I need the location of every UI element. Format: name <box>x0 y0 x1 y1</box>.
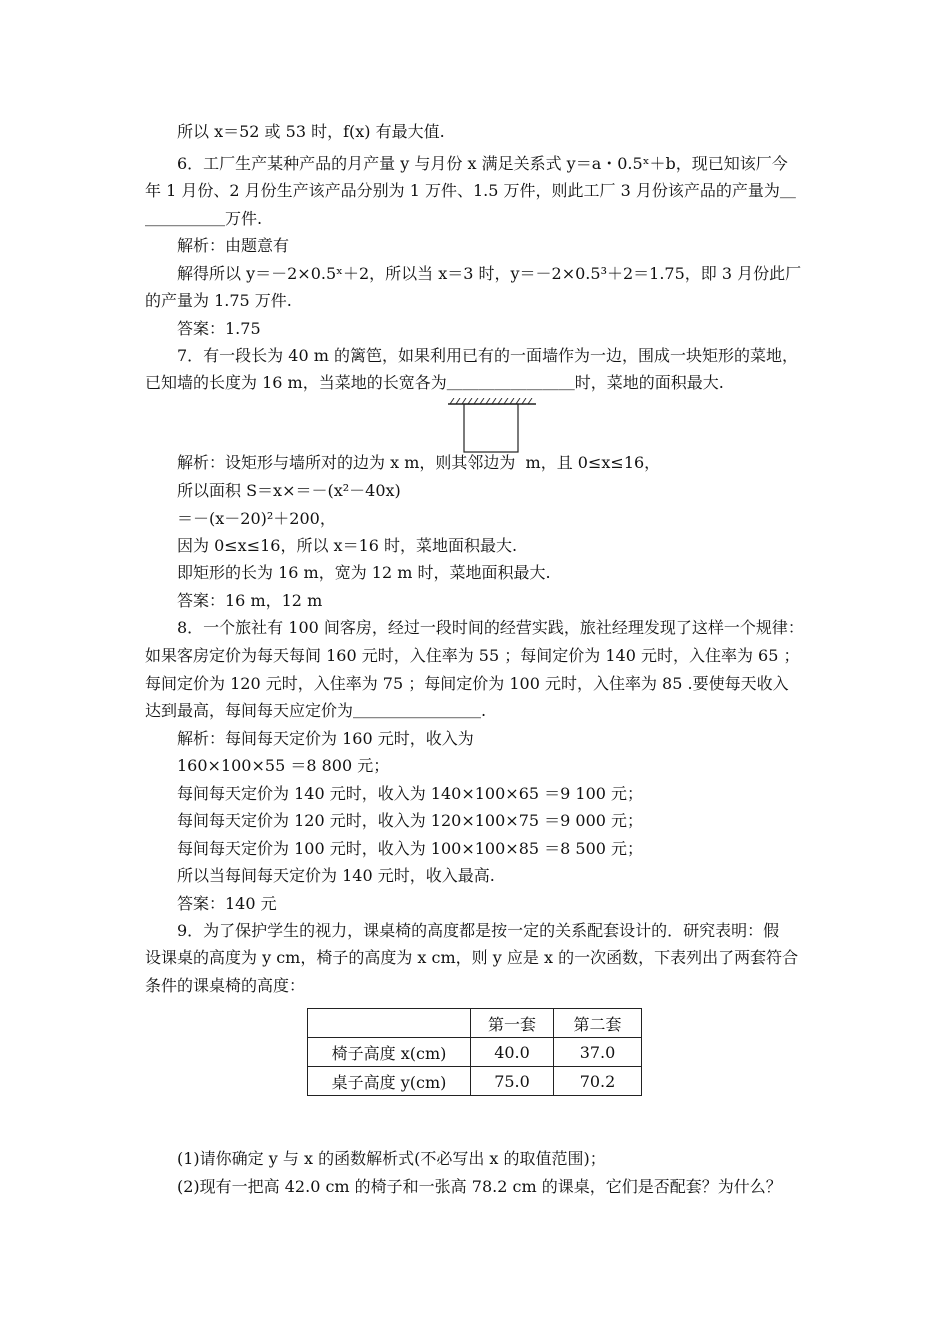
table-header-row <box>308 1009 642 1038</box>
text-line: 解得所以 y＝－2×0.5ˣ＋2，所以当 x＝3 时，y＝－2×0.5³＋2＝1.75，即 3 月份此厂 <box>177 264 802 283</box>
text-line: 如果客房定价为每天每间 160 元时，入住率为 55 ；每间定价为 140 元时，入住率为 65 ； <box>145 646 800 665</box>
text-line: 条件的课桌椅的高度： <box>145 976 306 995</box>
text-line: 7．有一段长为 40 m 的篱笆，如果利用已有的一面墙作为一边，围成一块矩形的菜地， <box>177 346 798 365</box>
table-cell: 37.0 <box>554 1038 642 1067</box>
answer-line: 答案：16 m，12 m <box>177 591 323 610</box>
table-header-cell: 第一套 <box>471 1009 554 1038</box>
height-table <box>307 1008 642 1096</box>
text-line: 每间每天定价为 100 元时，收入为 100×100×85 ＝8 500 元； <box>177 839 644 858</box>
question-line: (2)现有一把高 42.0 cm 的椅子和一张高 78.2 cm 的课桌，它们是否配套？为什么？ <box>177 1177 782 1196</box>
text-line: 所以 x＝52 或 53 时，f(x) 有最大值. <box>177 122 445 141</box>
text-line: 解析：由题意有 <box>177 236 290 255</box>
text-line: 因为 0≤x≤16，所以 x＝16 时，菜地面积最大. <box>177 536 518 555</box>
text-line: 已知墙的长度为 16 m，当菜地的长宽各为＿＿＿＿＿＿＿＿时，菜地的面积最大. <box>145 373 724 392</box>
text-line: 每间定价为 120 元时，入住率为 75 ；每间定价为 100 元时，入住率为 85 .要使每天收入 <box>145 674 789 693</box>
text-line: 设课桌的高度为 y cm，椅子的高度为 x cm，则 y 应是 x 的一次函数，下表列出了两套符合 <box>145 948 799 967</box>
text-line: 解析：设矩形与墙所对的边为 x m，则其邻边为 m，且 0≤x≤16， <box>177 453 661 472</box>
text-line: 解析：每间每天定价为 160 元时，收入为 <box>177 729 474 748</box>
answer-line: 答案：1.75 <box>177 319 261 338</box>
table-row <box>308 1067 642 1096</box>
text-line: 6．工厂生产某种产品的月产量 y 与月份 x 满足关系式 y＝a・0.5ˣ＋b，现已知该厂今 <box>177 154 788 173</box>
text-line: 达到最高，每间每天应定价为＿＿＿＿＿＿＿＿. <box>145 701 487 720</box>
text-line: ＿＿＿＿＿万件. <box>145 209 263 228</box>
table-cell: 椅子高度 x(cm) <box>308 1038 471 1067</box>
table-header-cell: 第二套 <box>554 1009 642 1038</box>
text-line: 160×100×55 ＝8 800 元； <box>177 756 390 775</box>
text-line: 所以面积 S＝x×＝－(x²－40x) <box>177 481 401 500</box>
text-line: 的产量为 1.75 万件. <box>145 291 292 310</box>
table-cell: 70.2 <box>554 1067 642 1096</box>
table-cell <box>308 1009 471 1038</box>
text-line: ＝－(x－20)²＋200， <box>177 509 336 528</box>
question-line: (1)请你确定 y 与 x 的函数解析式(不必写出 x 的取值范围)； <box>177 1149 606 1168</box>
text-line: 即矩形的长为 16 m，宽为 12 m 时，菜地面积最大. <box>177 563 551 582</box>
text-line: 每间每天定价为 120 元时，收入为 120×100×75 ＝9 000 元； <box>177 811 644 830</box>
table-cell: 桌子高度 y(cm) <box>308 1067 471 1096</box>
text-line: 年 1 月份、2 月份生产该产品分别为 1 万件、1.5 万件，则此工厂 3 月份该产品的产量为＿ <box>145 181 796 200</box>
table-row <box>308 1038 642 1067</box>
text-line: 8．一个旅社有 100 间客房，经过一段时间的经营实践，旅社经理发现了这样一个规律： <box>177 618 804 637</box>
table-cell: 75.0 <box>471 1067 554 1096</box>
text-line: 所以当每间每天定价为 140 元时，收入最高. <box>177 866 495 885</box>
text-line: 9．为了保护学生的视力，课桌椅的高度都是按一定的关系配套设计的．研究表明：假 <box>177 921 780 940</box>
table-cell: 40.0 <box>471 1038 554 1067</box>
fence-wall-diagram <box>448 398 536 458</box>
text-line: 每间每天定价为 140 元时，收入为 140×100×65 ＝9 100 元； <box>177 784 644 803</box>
answer-line: 答案：140 元 <box>177 894 277 913</box>
